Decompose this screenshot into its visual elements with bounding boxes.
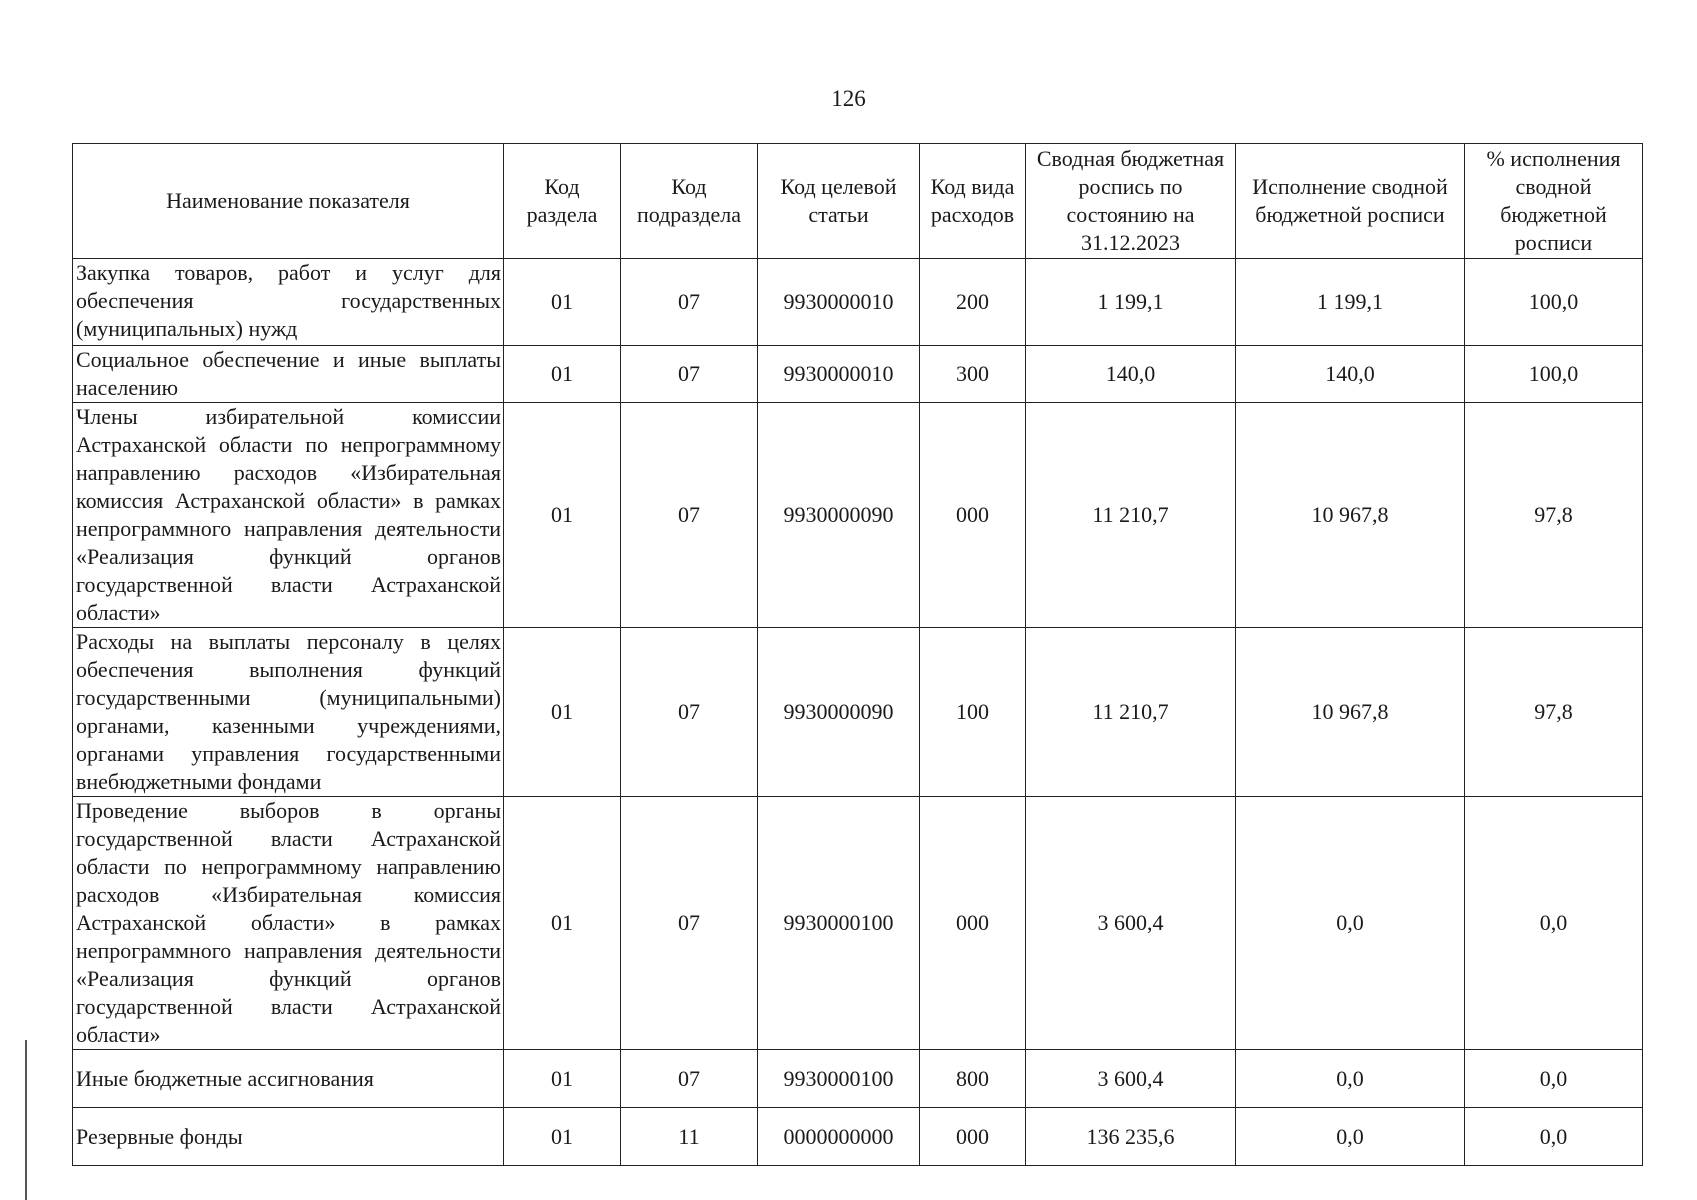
row-section-code: 01 bbox=[504, 797, 621, 1050]
row-name: Резервные фонды bbox=[73, 1108, 504, 1166]
row-target-code: 9930000090 bbox=[758, 628, 920, 797]
row-section-code: 01 bbox=[504, 1108, 621, 1166]
row-section-code: 01 bbox=[504, 259, 621, 346]
row-section-code: 01 bbox=[504, 403, 621, 628]
table-row bbox=[73, 259, 1643, 346]
row-expense-type-code: 800 bbox=[920, 1050, 1026, 1108]
table-row bbox=[73, 1108, 1643, 1166]
row-name: Иные бюджетные ассигнования bbox=[73, 1050, 504, 1108]
table-row bbox=[73, 1050, 1643, 1108]
row-percent-value: 100,0 bbox=[1465, 346, 1643, 403]
row-budget-value: 3 600,4 bbox=[1026, 1050, 1236, 1108]
row-percent-value: 0,0 bbox=[1465, 797, 1643, 1050]
row-percent-value: 0,0 bbox=[1465, 1108, 1643, 1166]
row-expense-type-code: 000 bbox=[920, 797, 1026, 1050]
row-execution-value: 0,0 bbox=[1236, 1050, 1465, 1108]
row-target-code: 9930000100 bbox=[758, 797, 920, 1050]
row-execution-value: 0,0 bbox=[1236, 797, 1465, 1050]
row-percent-value: 97,8 bbox=[1465, 403, 1643, 628]
row-section-code: 01 bbox=[504, 628, 621, 797]
header-expense-type-code: Код вида расходов bbox=[920, 144, 1026, 259]
row-execution-value: 0,0 bbox=[1236, 1108, 1465, 1166]
row-target-code: 9930000100 bbox=[758, 1050, 920, 1108]
row-percent-value: 0,0 bbox=[1465, 1050, 1643, 1108]
row-subsection-code: 07 bbox=[621, 797, 758, 1050]
budget-execution-table bbox=[72, 143, 1643, 1166]
table-row bbox=[73, 628, 1643, 797]
row-percent-value: 97,8 bbox=[1465, 628, 1643, 797]
row-subsection-code: 07 bbox=[621, 628, 758, 797]
header-budget-list: Сводная бюджетная роспись по состоянию на 31.12.2023 bbox=[1026, 144, 1236, 259]
header-subsection-code: Код подраздела bbox=[621, 144, 758, 259]
row-budget-value: 136 235,6 bbox=[1026, 1108, 1236, 1166]
row-name: Расходы на выплаты персоналу в целях обеспечения выполнения функций государственными (муниципальными) органами, казенными учреждениями, органами управления государственными внебюджетными фондами bbox=[73, 628, 504, 797]
row-expense-type-code: 000 bbox=[920, 1108, 1026, 1166]
row-target-code: 9930000010 bbox=[758, 259, 920, 346]
row-budget-value: 11 210,7 bbox=[1026, 403, 1236, 628]
header-percent: % исполнения сводной бюджетной росписи bbox=[1465, 144, 1643, 259]
row-subsection-code: 07 bbox=[621, 1050, 758, 1108]
table-row bbox=[73, 403, 1643, 628]
row-subsection-code: 07 bbox=[621, 346, 758, 403]
row-target-code: 9930000010 bbox=[758, 346, 920, 403]
header-name: Наименование показателя bbox=[73, 144, 504, 259]
row-name: Социальное обеспечение и иные выплаты населению bbox=[73, 346, 504, 403]
row-percent-value: 100,0 bbox=[1465, 259, 1643, 346]
row-subsection-code: 11 bbox=[621, 1108, 758, 1166]
row-subsection-code: 07 bbox=[621, 403, 758, 628]
row-target-code: 0000000000 bbox=[758, 1108, 920, 1166]
row-budget-value: 1 199,1 bbox=[1026, 259, 1236, 346]
header-execution: Исполнение сводной бюджетной росписи bbox=[1236, 144, 1465, 259]
table-row bbox=[73, 346, 1643, 403]
row-execution-value: 10 967,8 bbox=[1236, 628, 1465, 797]
row-name: Проведение выборов в органы государственной власти Астраханской области по непрограммному направлению расходов «Избирательная комиссия Астраханской области» в рамках непрограммного направления деятельности «Реализация функций органов государственной власти Астраханской области» bbox=[73, 797, 504, 1050]
row-name: Закупка товаров, работ и услуг для обеспечения государственных (муниципальных) нужд bbox=[73, 259, 504, 346]
row-budget-value: 11 210,7 bbox=[1026, 628, 1236, 797]
row-expense-type-code: 100 bbox=[920, 628, 1026, 797]
row-subsection-code: 07 bbox=[621, 259, 758, 346]
row-section-code: 01 bbox=[504, 1050, 621, 1108]
row-execution-value: 140,0 bbox=[1236, 346, 1465, 403]
row-target-code: 9930000090 bbox=[758, 403, 920, 628]
table-row bbox=[73, 797, 1643, 1050]
row-section-code: 01 bbox=[504, 346, 621, 403]
row-expense-type-code: 000 bbox=[920, 403, 1026, 628]
margin-line bbox=[25, 1040, 27, 1200]
row-expense-type-code: 200 bbox=[920, 259, 1026, 346]
row-budget-value: 3 600,4 bbox=[1026, 797, 1236, 1050]
header-target-code: Код целевой статьи bbox=[758, 144, 920, 259]
row-budget-value: 140,0 bbox=[1026, 346, 1236, 403]
row-name: Члены избирательной комиссии Астраханской области по непрограммному направлению расходов «Избирательная комиссия Астраханской области» в рамках непрограммного направления деятельности «Реализация функций органов государственной власти Астраханской области» bbox=[73, 403, 504, 628]
header-section-code: Код раздела bbox=[504, 144, 621, 259]
page-number: 126 bbox=[831, 86, 866, 111]
table-header-row bbox=[73, 144, 1643, 259]
row-expense-type-code: 300 bbox=[920, 346, 1026, 403]
row-execution-value: 1 199,1 bbox=[1236, 259, 1465, 346]
row-execution-value: 10 967,8 bbox=[1236, 403, 1465, 628]
